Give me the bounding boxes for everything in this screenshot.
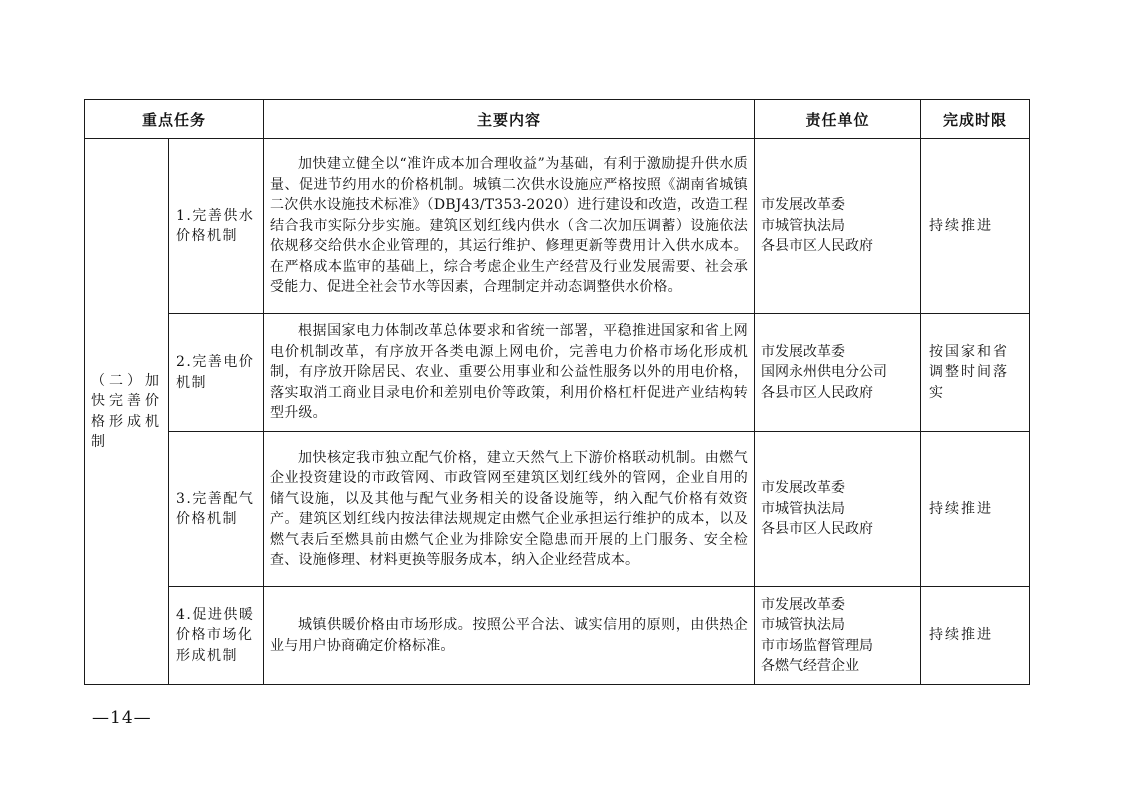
subtask-label: 1.完善供水价格机制 [176, 207, 255, 244]
responsible-unit: 各县市区人民政府 [761, 238, 874, 255]
subtask-cell [169, 587, 264, 685]
responsible-unit-cell [755, 139, 921, 314]
page-number: —14— [92, 708, 152, 728]
responsible-unit: 各燃气经营企业 [761, 658, 860, 674]
header-responsible-unit: 责任单位 [755, 100, 921, 139]
subtask-cell [169, 314, 264, 432]
subtask-label: 3.完善配气价格机制 [176, 490, 255, 527]
subtask-cell [169, 432, 264, 587]
responsible-unit: 市发展改革委 [761, 197, 846, 214]
deadline-cell [921, 314, 1030, 432]
header-main-content: 主要内容 [264, 100, 755, 139]
header-deadline: 完成时限 [921, 100, 1030, 139]
deadline-text: 按国家和省调整时间落实 [929, 343, 1010, 401]
table-header-row [85, 100, 1030, 139]
content-text: 加快建立健全以“准许成本加合理收益”为基础，有利于激励提升供水质量、促进节约用水的价格机制。城镇二次供水设施应严格按照《湖南省城镇二次供水设施技术标准》（DBJ43/T353-2020）进行建设和改造，改造工程结合我市实际分步实施。建筑区划红线内供水（含二次加压调蓄）设施依法依规移交给供水企业管理的，其运行维护、修理更新等费用计入供水成本。在严格成本监审的基础上，综合考虑企业生产经营及行业发展需要、社会承受能力、促进全社会节水等因素，合理制定并动态调整供水价格。 [270, 156, 749, 296]
responsible-unit-cell [755, 314, 921, 432]
responsible-unit-cell [755, 432, 921, 587]
responsible-unit: 各县市区人民政府 [761, 521, 874, 538]
header-key-task: 重点任务 [85, 100, 264, 139]
deadline-cell [921, 139, 1030, 314]
deadline-text: 持续推进 [929, 500, 994, 517]
table-row [85, 314, 1030, 432]
deadline-cell [921, 587, 1030, 685]
responsible-unit: 市发展改革委 [761, 343, 846, 360]
responsible-unit-cell [755, 587, 921, 685]
responsible-unit: 市发展改革委 [761, 480, 846, 497]
deadline-text: 持续推进 [929, 217, 994, 234]
responsible-unit: 市城管执法局 [761, 500, 846, 517]
task-group-label: （二）加快完善价格形成机制 [91, 372, 163, 450]
content-cell [264, 587, 755, 685]
responsible-unit: 市市场监督管理局 [761, 637, 874, 654]
deadline-cell [921, 432, 1030, 587]
content-cell [264, 314, 755, 432]
responsible-unit: 各县市区人民政府 [761, 384, 874, 401]
responsible-unit: 市发展改革委 [761, 596, 846, 613]
responsible-unit: 市城管执法局 [761, 617, 846, 633]
task-group-cell [85, 139, 169, 685]
policy-task-table [84, 99, 1030, 685]
content-text: 加快核定我市独立配气价格，建立天然气上下游价格联动机制。由燃气企业投资建设的市政管网、市政管网至建筑区划红线外的管网，企业自用的储气设施，以及其他与配气业务相关的设备设施等，纳入配气价格有效资产。建筑区划红线内按法律法规规定由燃气企业承担运行维护的成本，以及燃气表后至燃具前由燃气企业为排除安全隐患而开展的上门服务、安全检查、设施修理、材料更换等服务成本，纳入企业经营成本。 [270, 449, 749, 568]
content-text: 城镇供暖价格由市场形成。按照公平合法、诚实信用的原则，由供热企业与用户协商确定价格标准。 [270, 617, 749, 654]
content-cell [264, 139, 755, 314]
content-text: 根据国家电力体制改革总体要求和省统一部署，平稳推进国家和省上网电价机制改革，有序放开各类电源上网电价，完善电力价格市场化形成机制，有序放开除居民、农业、重要公用事业和公益性服务以外的用电价格，落实取消工商业目录电价和差别电价等政策，利用价格杠杆促进产业结构转型升级。 [270, 323, 749, 422]
table-row [85, 139, 1030, 314]
subtask-label: 2.完善电价机制 [176, 354, 255, 391]
subtask-cell [169, 139, 264, 314]
deadline-text: 持续推进 [929, 627, 994, 644]
responsible-unit: 国网永州供电分公司 [761, 364, 888, 381]
content-cell [264, 432, 755, 587]
table-row [85, 587, 1030, 685]
responsible-unit: 市城管执法局 [761, 217, 846, 234]
table-row [85, 432, 1030, 587]
subtask-label: 4.促进供暖价格市场化形成机制 [176, 606, 255, 664]
